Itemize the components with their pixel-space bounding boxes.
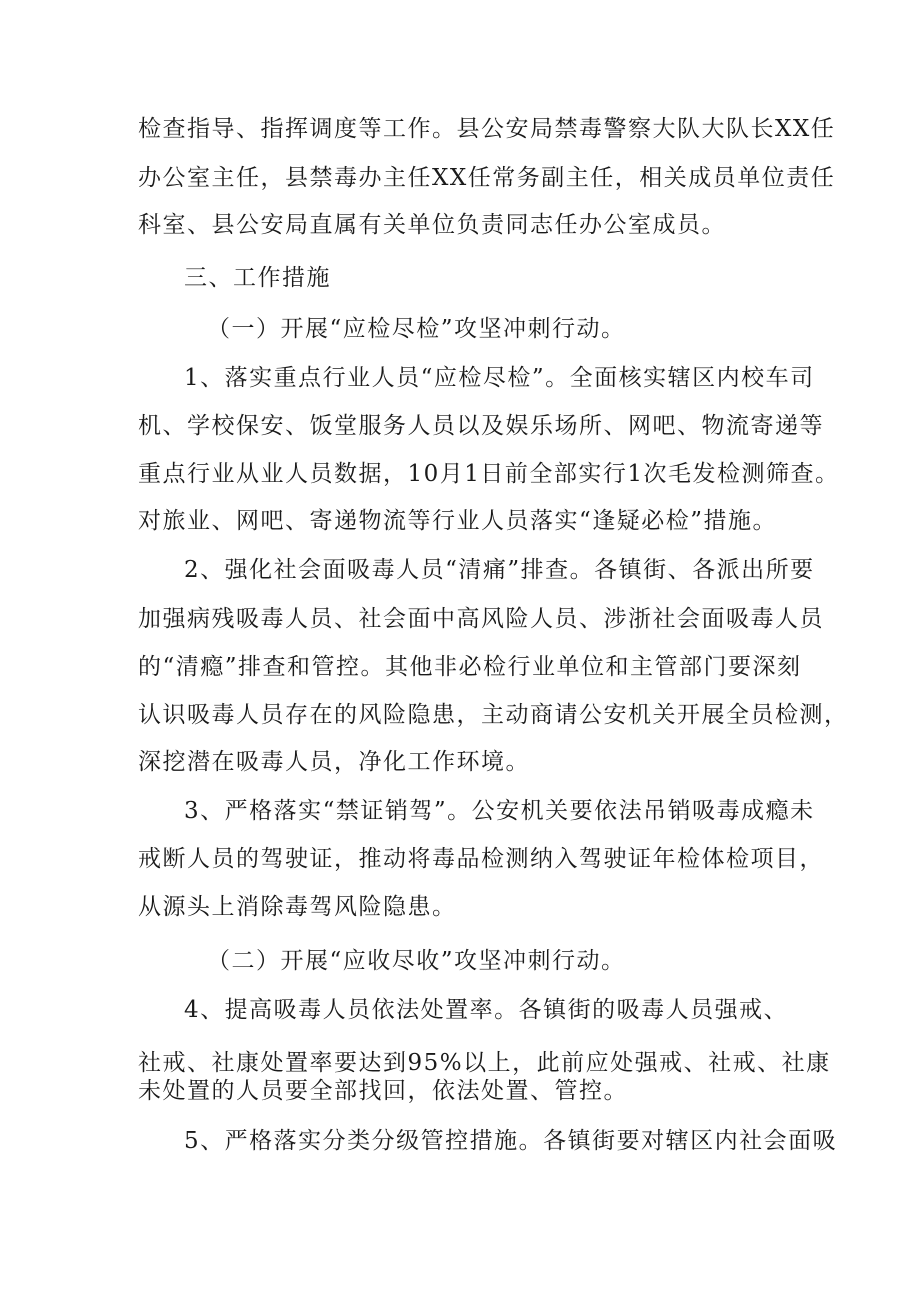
subsection-heading: （二）开展“应收尽收”攻坚冲刺行动。	[207, 948, 626, 974]
text-line: 社戒、社康处置率要达到95%以上，此前应处强戒、社戒、社康	[138, 1050, 831, 1076]
text-line: 检查指导、指挥调度等工作。县公安局禁毒警察大队大队长XX任	[138, 116, 836, 142]
text-line: 从源头上消除毒驾风险隐患。	[138, 894, 457, 920]
text-line: 1、落实重点行业人员“应检尽检”。全面核实辖区内校车司	[184, 365, 815, 391]
text-line: 未处置的人员要全部找回，依法处置、管控。	[138, 1078, 628, 1104]
section-heading: 三、工作措施	[184, 265, 331, 291]
text-line: 深挖潜在吸毒人员，净化工作环境。	[138, 749, 530, 775]
text-line: 认识吸毒人员存在的风险隐患，主动商请公安机关开展全员检测，	[138, 702, 849, 728]
text-line: 的“清瘾”排查和管控。其他非必检行业单位和主管部门要深刻	[138, 654, 802, 680]
text-line: 3、严格落实“禁证销驾”。公安机关要依法吊销吸毒成瘾未	[184, 798, 815, 824]
text-line: 5、严格落实分类分级管控措施。各镇街要对辖区内社会面吸	[184, 1128, 838, 1154]
text-line: 机、学校保安、饭堂服务人员以及娱乐场所、网吧、物流寄递等	[138, 413, 824, 439]
text-line: 科室、县公安局直属有关单位负责同志任办公室成员。	[138, 212, 726, 238]
text-line: 4、提高吸毒人员依法处置率。各镇街的吸毒人员强戒、	[184, 997, 789, 1023]
text-line: 戒断人员的驾驶证，推动将毒品检测纳入驾驶证年检体检项目，	[138, 846, 824, 872]
text-line: 办公室主任，县禁毒办主任XX任常务副主任，相关成员单位责任	[138, 165, 836, 191]
text-line: 2、强化社会面吸毒人员“清痛”排查。各镇街、各派出所要	[184, 557, 815, 583]
text-line: 对旅业、网吧、寄递物流等行业人员落实“逢疑必检”措施。	[138, 508, 778, 534]
text-line: 重点行业从业人员数据，10月1日前全部实行1次毛发检测筛查。	[138, 461, 840, 487]
subsection-heading: （一）开展“应检尽检”攻坚冲刺行动。	[207, 316, 626, 342]
text-line: 加强病残吸毒人员、社会面中高风险人员、涉浙社会面吸毒人员	[138, 606, 824, 632]
